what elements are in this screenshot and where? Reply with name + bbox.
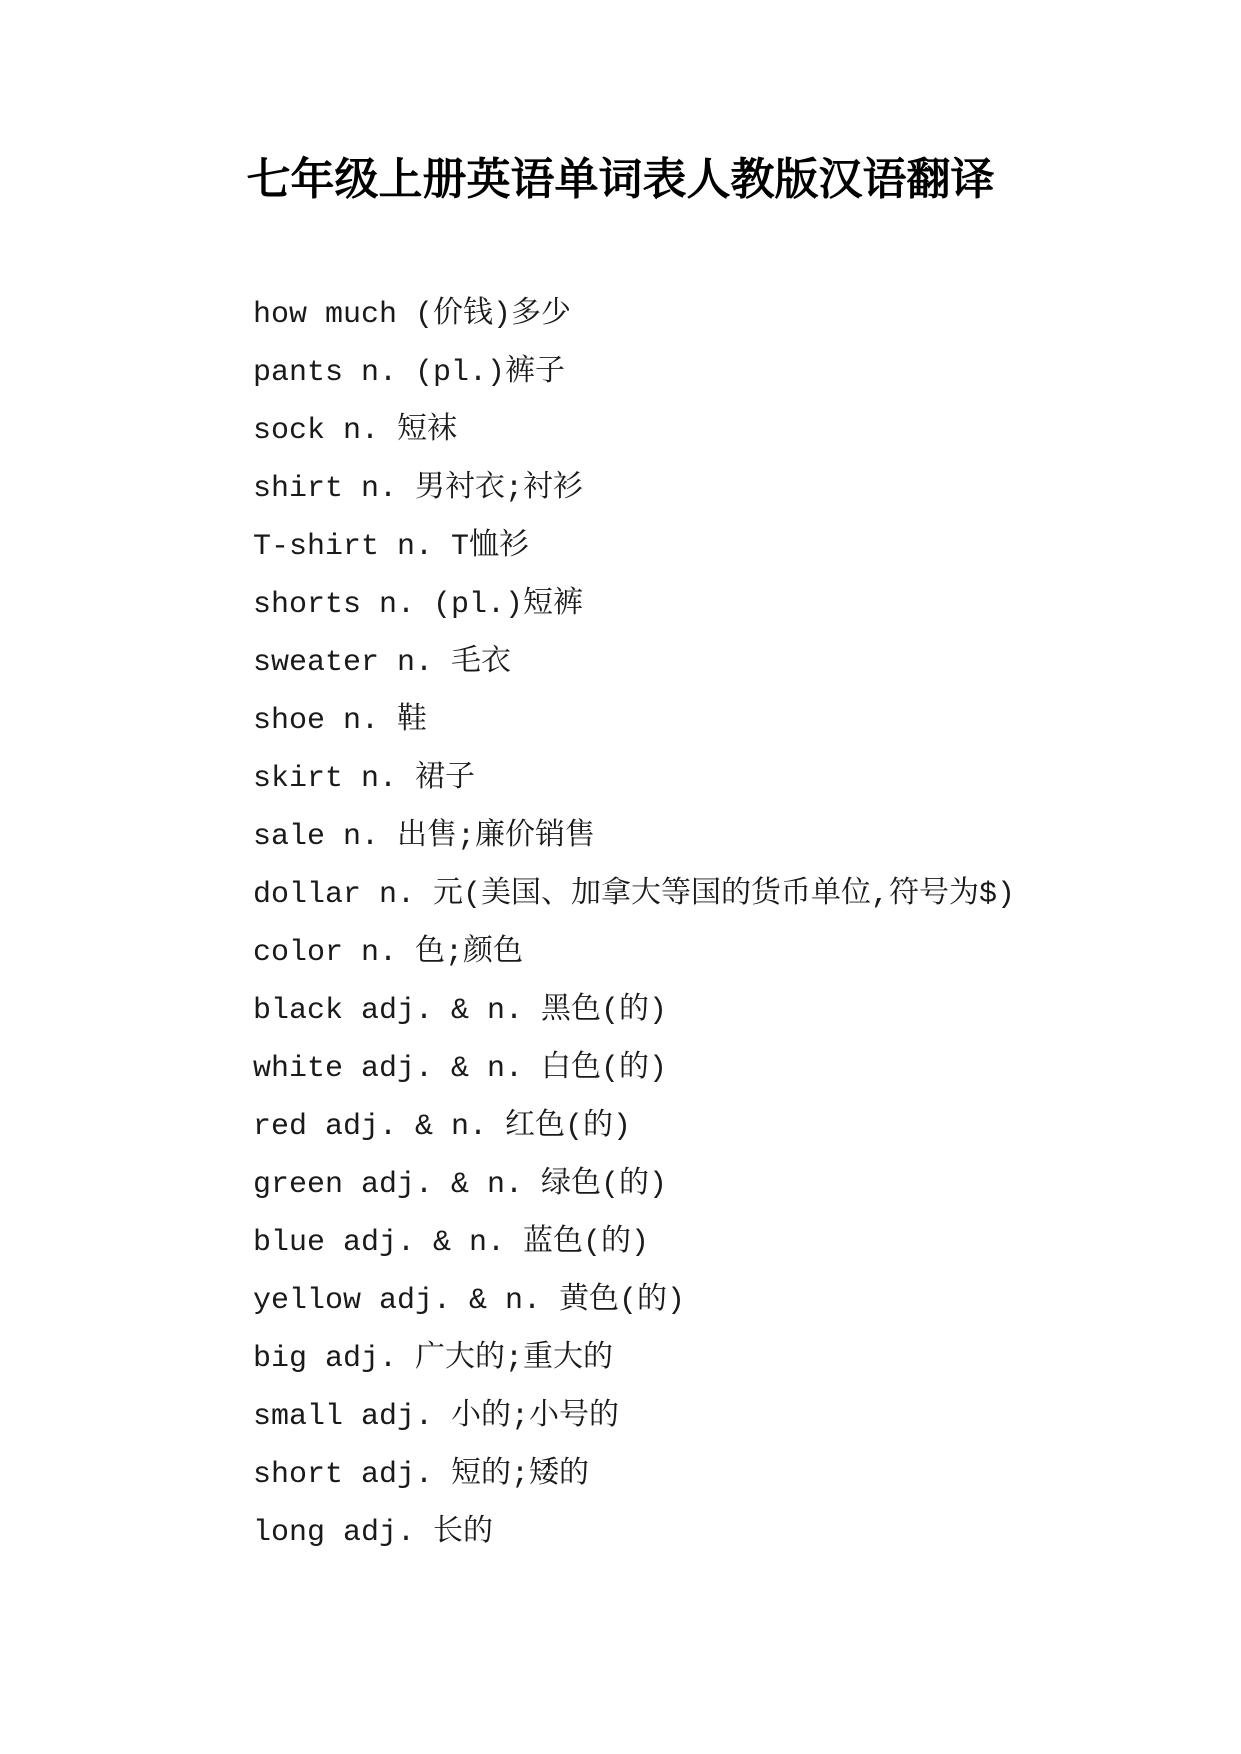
vocab-entry: sock n. 短袜 [253,414,458,448]
vocab-entry: shoe n. 鞋 [253,704,428,738]
vocab-entry: T-shirt n. T恤衫 [253,530,530,564]
vocab-entry: dollar n. 元(美国、加拿大等国的货币单位,符号为$) [253,878,1016,912]
vocab-entry: green adj. & n. 绿色(的) [253,1168,668,1202]
vocab-entry: long adj. 长的 [253,1516,494,1550]
vocab-entry: pants n. (pl.)裤子 [253,356,566,390]
vocab-entry: color n. 色;颜色 [253,936,524,970]
vocabulary-list [253,286,1153,1562]
vocab-entry: sale n. 出售;廉价销售 [253,820,596,854]
vocab-entry: sweater n. 毛衣 [253,646,512,680]
page-title: 七年级上册英语单词表人教版汉语翻译 [246,154,995,205]
vocab-entry: white adj. & n. 白色(的) [253,1052,668,1086]
vocab-entry: skirt n. 裙子 [253,762,476,796]
vocab-entry: how much (价钱)多少 [253,298,572,332]
vocab-entry: red adj. & n. 红色(的) [253,1110,632,1144]
vocab-entry: blue adj. & n. 蓝色(的) [253,1226,650,1260]
vocab-entry: short adj. 短的;矮的 [253,1458,590,1492]
vocab-entry: shirt n. 男衬衣;衬衫 [253,472,584,506]
vocab-entry: yellow adj. & n. 黄色(的) [253,1284,686,1318]
vocab-entry: big adj. 广大的;重大的 [253,1342,614,1376]
vocab-entry: small adj. 小的;小号的 [253,1400,620,1434]
vocab-entry: black adj. & n. 黑色(的) [253,994,668,1028]
vocab-entry: shorts n. (pl.)短裤 [253,588,584,622]
